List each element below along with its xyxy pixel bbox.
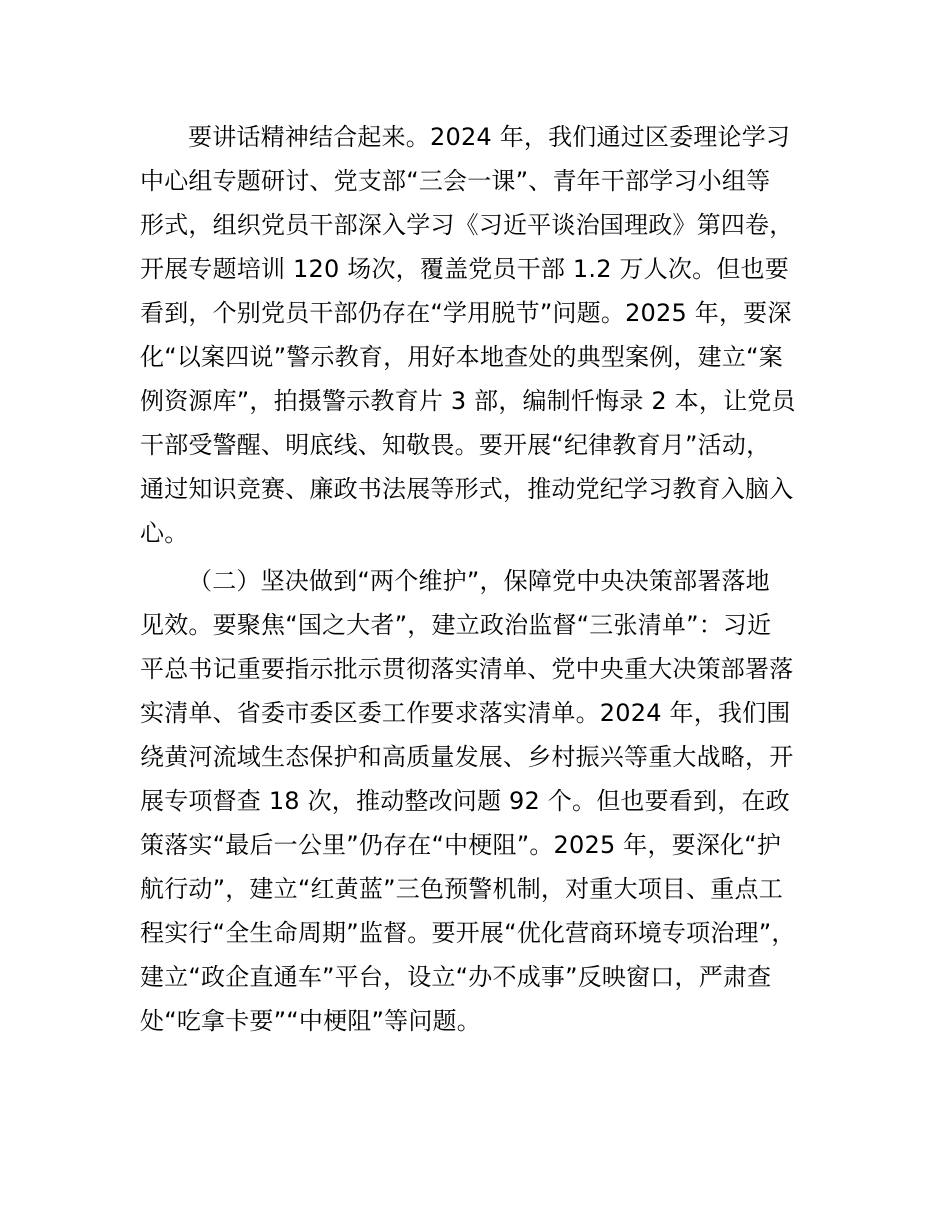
text-line: 中心组专题研讨、党支部“三会一课”、青年干部学习小组等	[140, 167, 771, 195]
text-line: 实清单、省委市委区委工作要求落实清单。2024 年，我们围	[140, 699, 791, 727]
text-line: 心。	[140, 519, 189, 547]
text-line: 策落实“最后一公里”仍存在“中梗阻”。2025 年，要深化“护	[140, 831, 782, 859]
text-line: 化“以案四说”警示教育，用好本地查处的典型案例，建立“案	[140, 343, 783, 371]
text-line: 绕黄河流域生态保护和高质量发展、乡村振兴等重大战略，开	[140, 743, 794, 771]
text-line: 航行动”，建立“红黄蓝”三色预警机制，对重大项目、重点工	[140, 875, 783, 903]
text-line: 见效。要聚焦“国之大者”，建立政治监督“三张清单”：习近	[140, 611, 772, 639]
text-line: 看到，个别党员干部仍存在“学用脱节”问题。2025 年，要深	[140, 299, 792, 327]
text-line: 形式，组织党员干部深入学习《习近平谈治国理政》第四卷，	[140, 211, 794, 239]
text-line: 处“吃拿卡要”“中梗阻”等问题。	[140, 1007, 481, 1035]
text-line: 例资源库”，拍摄警示教育片 3 部，编制忏悔录 2 本，让党员	[140, 387, 796, 415]
text-line: 干部受警醒、明底线、知敬畏。要开展“纪律教育月”活动，	[140, 431, 771, 459]
text-line: 程实行“全生命周期”监督。要开展“优化营商环境专项治理”，	[140, 919, 796, 947]
text-line: 开展专题培训 120 场次，覆盖党员干部 1.2 万人次。但也要	[140, 255, 789, 283]
text-line: 建立“政企直通车”平台，设立“办不成事”反映窗口，严肃查	[140, 963, 772, 991]
section-heading: （二）坚决做到“两个维护”，保障党中央决策部署落地	[188, 567, 770, 595]
text-line: 展专项督查 18 次，推动整改问题 92 个。但也要看到，在政	[140, 787, 790, 815]
text-line: 平总书记重要指示批示贯彻落实清单、党中央重大决策部署落	[140, 655, 794, 683]
text-line: 通过知识竞赛、廉政书法展等形式，推动党纪学习教育入脑入	[140, 475, 794, 503]
text-line: 要讲话精神结合起来。2024 年，我们通过区委理论学习	[188, 123, 791, 151]
